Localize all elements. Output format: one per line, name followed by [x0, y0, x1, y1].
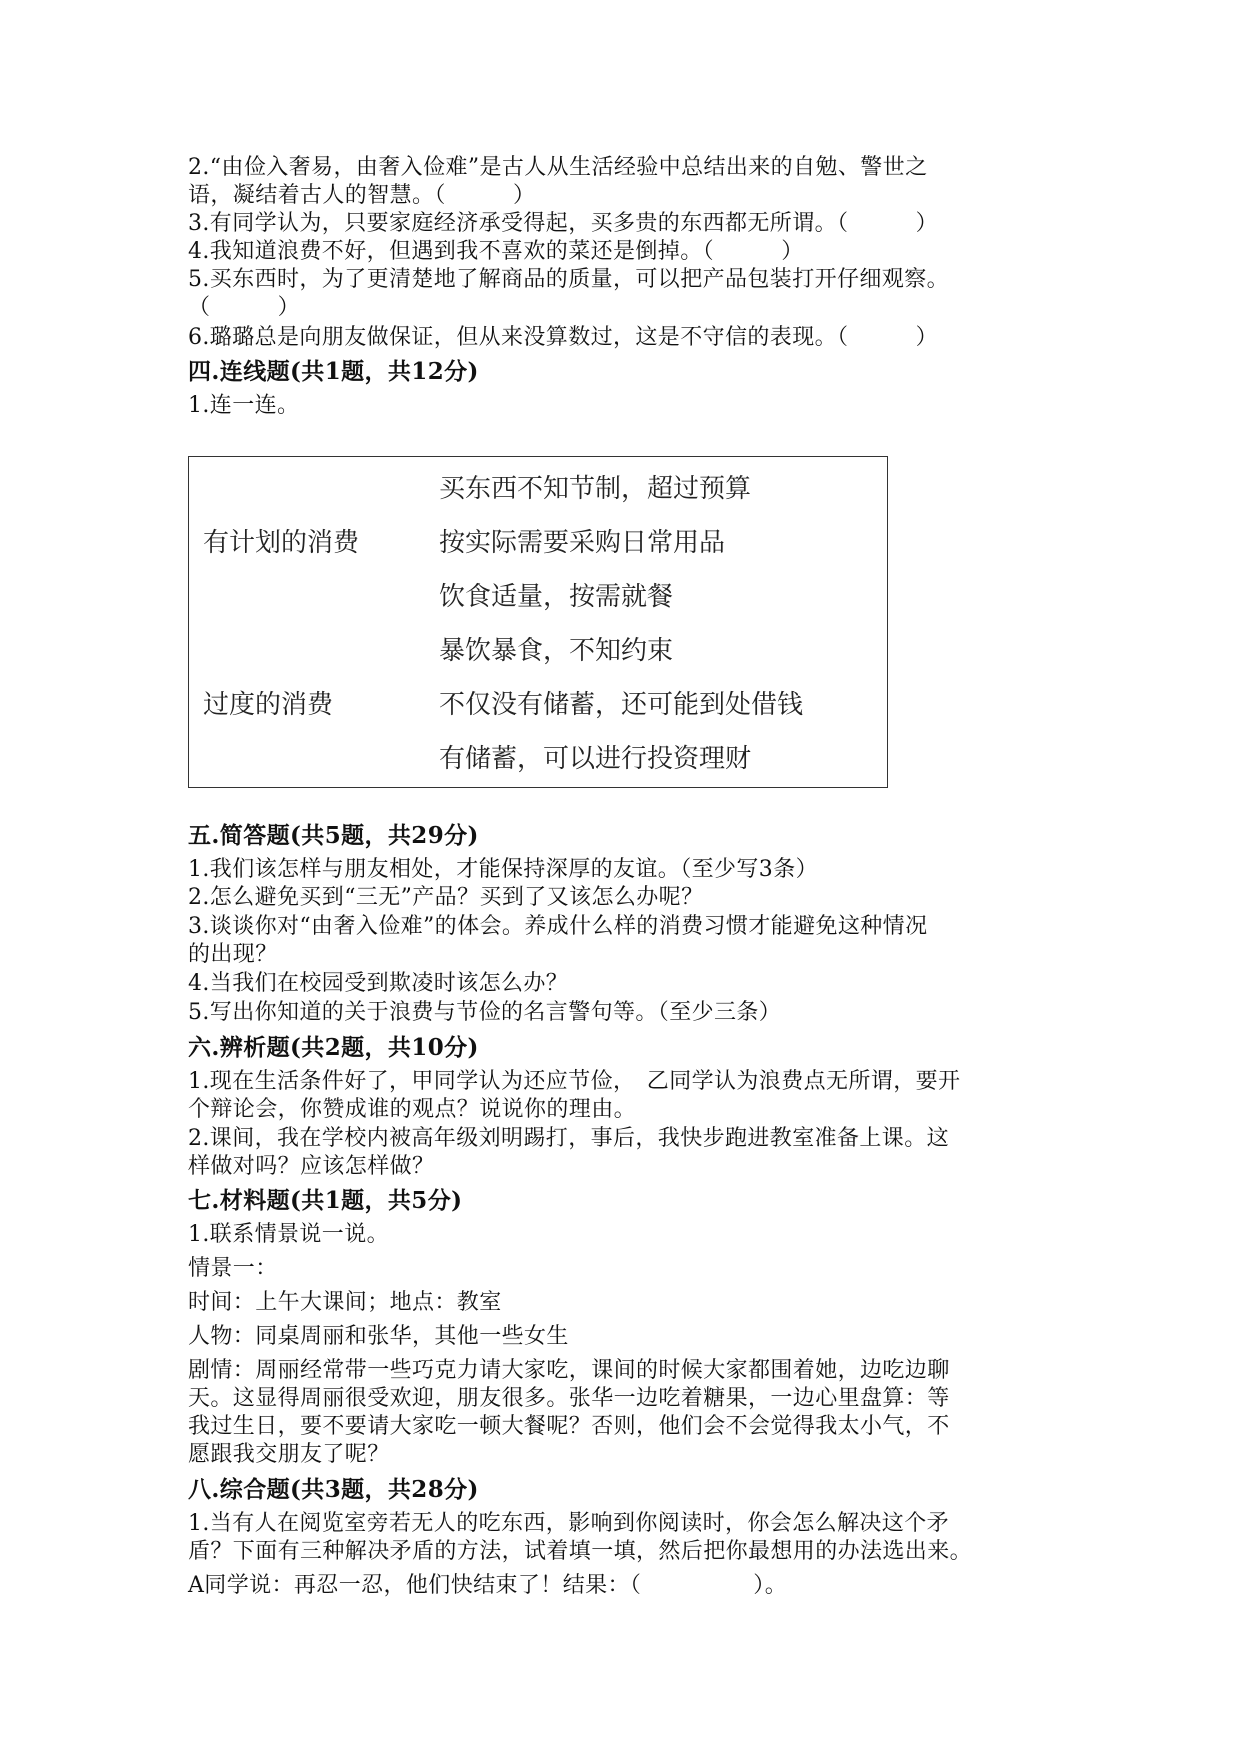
match-right-item-1[interactable]: 买东西不知节制，超过预算 [439, 474, 752, 504]
tf-question-2-line1: 2.“由俭入奢易，由奢入俭难”是古人从生活经验中总结出来的自勉、警世之 [188, 155, 928, 180]
material-question-1: 1.联系情景说一说。 [188, 1222, 389, 1247]
section5-heading: 五.简答题(共5题，共29分) [188, 822, 479, 849]
match-left-item-planned[interactable]: 有计划的消费 [203, 528, 360, 558]
material-plot-line3: 我过生日，要不要请大家吃一顿大餐呢？否则，他们会不会觉得我太小气，不 [188, 1414, 950, 1439]
match-left-item-excessive[interactable]: 过度的消费 [203, 690, 334, 720]
short-answer-4: 4.当我们在校园受到欺凌时该怎么办？ [188, 971, 569, 996]
tf-question-3: 3.有同学认为，只要家庭经济承受得起，买多贵的东西都无所谓。（ ） [188, 211, 938, 236]
material-people: 人物：同桌周丽和张华，其他一些女生 [188, 1324, 569, 1349]
comprehensive-1-line2: 盾？下面有三种解决矛盾的方法，试着填一填，然后把你最想用的办法选出来。 [188, 1539, 973, 1564]
short-answer-2: 2.怎么避免买到“三无”产品？买到了又该怎么办呢？ [188, 885, 704, 910]
section7-heading: 七.材料题(共1题，共5分) [188, 1187, 463, 1214]
tf-question-5-line1: 5.买东西时，为了更清楚地了解商品的质量，可以把产品包装打开仔细观察。 [188, 267, 949, 292]
material-scene: 情景一： [188, 1256, 278, 1281]
analysis-1-line1: 1.现在生活条件好了，甲同学认为还应节俭， 乙同学认为浪费点无所谓，要开 [188, 1069, 961, 1094]
match-right-item-4[interactable]: 暴饮暴食，不知约束 [439, 636, 674, 666]
short-answer-5: 5.写出你知道的关于浪费与节俭的名言警句等。（至少三条） [188, 1000, 782, 1025]
material-time: 时间：上午大课间；地点：教室 [188, 1290, 502, 1315]
tf-question-2-line2: 语，凝结着古人的智慧。（ ） [188, 183, 536, 208]
analysis-1-line2: 个辩论会，你赞成谁的观点？说说你的理由。 [188, 1097, 637, 1122]
comprehensive-1-option-a: A同学说：再忍一忍，他们快结束了！结果：（ ）。 [188, 1573, 788, 1598]
matching-question-1: 1.连一连。 [188, 393, 300, 418]
section4-heading: 四.连线题(共1题，共12分) [188, 358, 479, 385]
short-answer-3-line1: 3.谈谈你对“由奢入俭难”的体会。养成什么样的消费习惯才能避免这种情况 [188, 914, 928, 939]
material-plot-line4: 愿跟我交朋友了呢？ [188, 1442, 390, 1467]
matching-box [188, 456, 888, 788]
section6-heading: 六.辨析题(共2题，共10分) [188, 1034, 479, 1061]
tf-question-4: 4.我知道浪费不好，但遇到我不喜欢的菜还是倒掉。（ ） [188, 239, 804, 264]
match-right-item-6[interactable]: 有储蓄，可以进行投资理财 [439, 744, 752, 774]
tf-question-5-line2: （ ） [188, 295, 301, 320]
match-right-item-5[interactable]: 不仅没有储蓄，还可能到处借钱 [439, 690, 804, 720]
material-plot-line1: 剧情：周丽经常带一些巧克力请大家吃，课间的时候大家都围着她，边吃边聊 [188, 1358, 950, 1383]
section8-heading: 八.综合题(共3题，共28分) [188, 1476, 479, 1503]
short-answer-1: 1.我们该怎样与朋友相处，才能保持深厚的友谊。（至少写3条） [188, 857, 818, 882]
analysis-2-line1: 2.课间，我在学校内被高年级刘明踢打，事后，我快步跑进教室准备上课。这 [188, 1126, 949, 1151]
match-right-item-3[interactable]: 饮食适量，按需就餐 [439, 582, 674, 612]
comprehensive-1-line1: 1.当有人在阅览室旁若无人的吃东西，影响到你阅读时，你会怎么解决这个矛 [188, 1511, 949, 1536]
material-plot-line2: 天。这显得周丽很受欢迎，朋友很多。张华一边吃着糖果，一边心里盘算：等 [188, 1386, 950, 1411]
analysis-2-line2: 样做对吗？应该怎样做？ [188, 1154, 435, 1179]
tf-question-6: 6.璐璐总是向朋友做保证，但从来没算数过，这是不守信的表现。（ ） [188, 325, 938, 350]
short-answer-3-line2: 的出现？ [188, 942, 278, 967]
match-right-item-2[interactable]: 按实际需要采购日常用品 [439, 528, 726, 558]
